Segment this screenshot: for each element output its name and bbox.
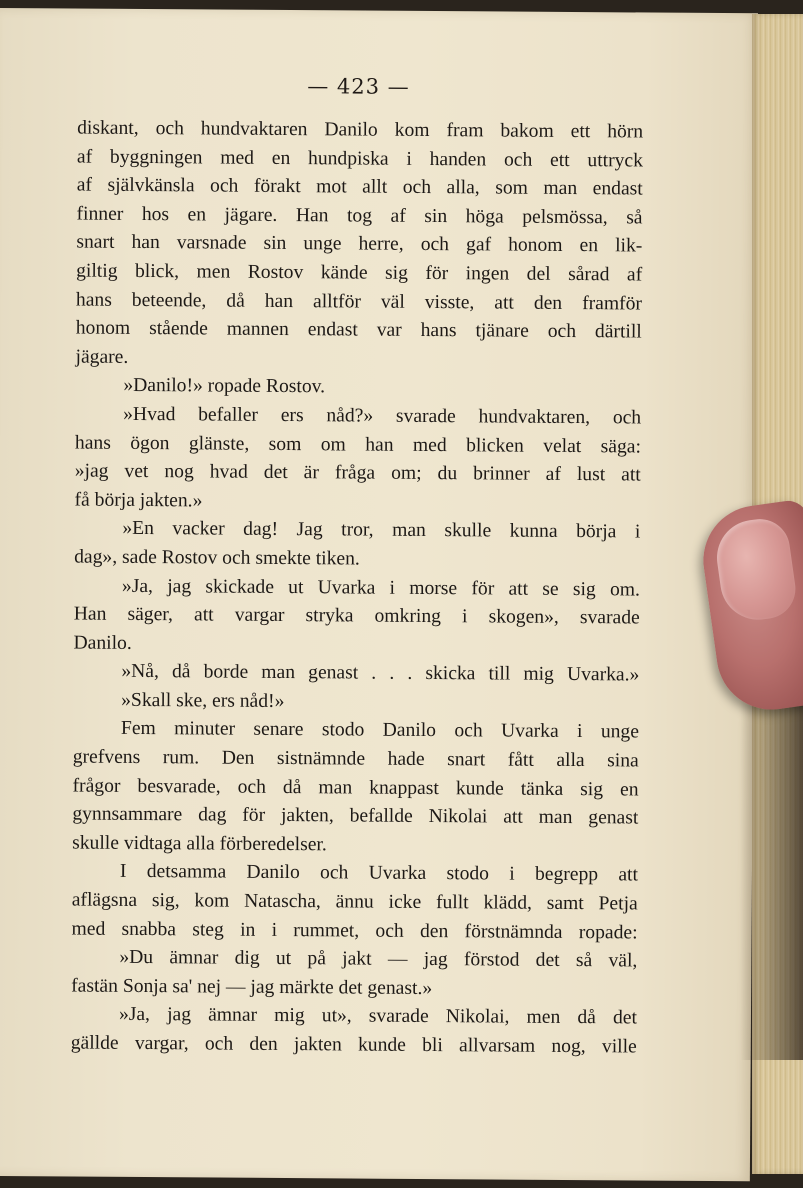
text-line: »Ja, jag ämnar mig ut», svarade Nikolai, men då det [118, 1004, 638, 1029]
text-line: skulle vidtaga alla förberedelser. [72, 832, 327, 856]
text-line: dag», sade Rostov och smekte tiken. [74, 546, 360, 570]
text-line: hans beteende, då han alltför väl visste, att den framför [75, 289, 643, 315]
text-line: af byggningen med en hundpiska i handen och ett uttryck [76, 146, 644, 172]
text-line: giltig blick, men Rostov kände sig för ingen del sårad af [76, 260, 643, 286]
text-line: I detsamma Danilo och Uvarka stodo i begrepp att [119, 861, 639, 886]
text-line: grefvens rum. Den sistnämnde hade snart fått alla sina [72, 746, 639, 772]
page-number: — 423 — [307, 74, 410, 99]
text-line: Han säger, att vargar stryka omkring i skogen», svarade [73, 603, 640, 629]
text-line: finner hos en jägare. Han tog af sin höga pelsmössa, så [76, 203, 643, 229]
body-text [71, 115, 644, 1063]
text-line: fastän Sonja sa' nej — jag märkte det genast.» [71, 975, 433, 999]
text-line: Danilo. [73, 632, 132, 654]
text-line: aflägsna sig, kom Natascha, ännu icke fullt klädd, samt Petja [71, 889, 638, 915]
text-line: »Danilo!» ropade Rostov. [123, 375, 326, 398]
thumbnail [712, 515, 799, 624]
text-line: frågor besvarade, och då man knappast kunde tänka sig en [72, 775, 639, 801]
text-line: snart han varsnade sin unge herre, och gaf honom en lik- [76, 231, 643, 257]
text-line: få börja jakten.» [74, 489, 203, 512]
book-page [0, 8, 758, 1181]
text-line: diskant, och hundvaktaren Danilo kom fram bakom ett hörn [77, 117, 644, 143]
text-line: gällde vargar, och den jakten kunde bli allvarsam nog, ville [70, 1032, 637, 1058]
text-line: med snabba steg in i rummet, och den förstnämnda ropade: [71, 918, 638, 944]
text-line: hans ögon glänste, som om han med blicken velat säga: [74, 432, 642, 458]
text-line: »Du ämnar dig ut på jakt — jag förstod det så väl, [119, 947, 638, 972]
text-line: »Skall ske, ers nåd!» [121, 689, 285, 712]
text-line: jägare. [75, 346, 129, 368]
text-line: »En vacker dag! Jag tror, man skulle kunna börja i [122, 518, 641, 543]
text-line: honom stående mannen endast var hans tjänare och därtill [75, 317, 642, 343]
text-line: Fem minuter senare stodo Danilo och Uvarka i unge [120, 718, 640, 743]
text-line: »Ja, jag skickade ut Uvarka i morse för att se sig om. [121, 575, 641, 600]
text-line: af självkänsla och förakt mot allt och alla, som man endast [76, 174, 643, 200]
text-line: »Hvad befaller ers nåd?» svarade hundvaktaren, och [123, 403, 642, 429]
text-line: gynnsammare dag för jakten, befallde Nikolai att man genast [72, 803, 639, 829]
text-line: »jag vet nog hvad det är fråga om; du brinner af lust att [74, 460, 641, 486]
text-line: »Nå, då borde man genast . . . skicka till mig Uvarka.» [121, 661, 640, 686]
